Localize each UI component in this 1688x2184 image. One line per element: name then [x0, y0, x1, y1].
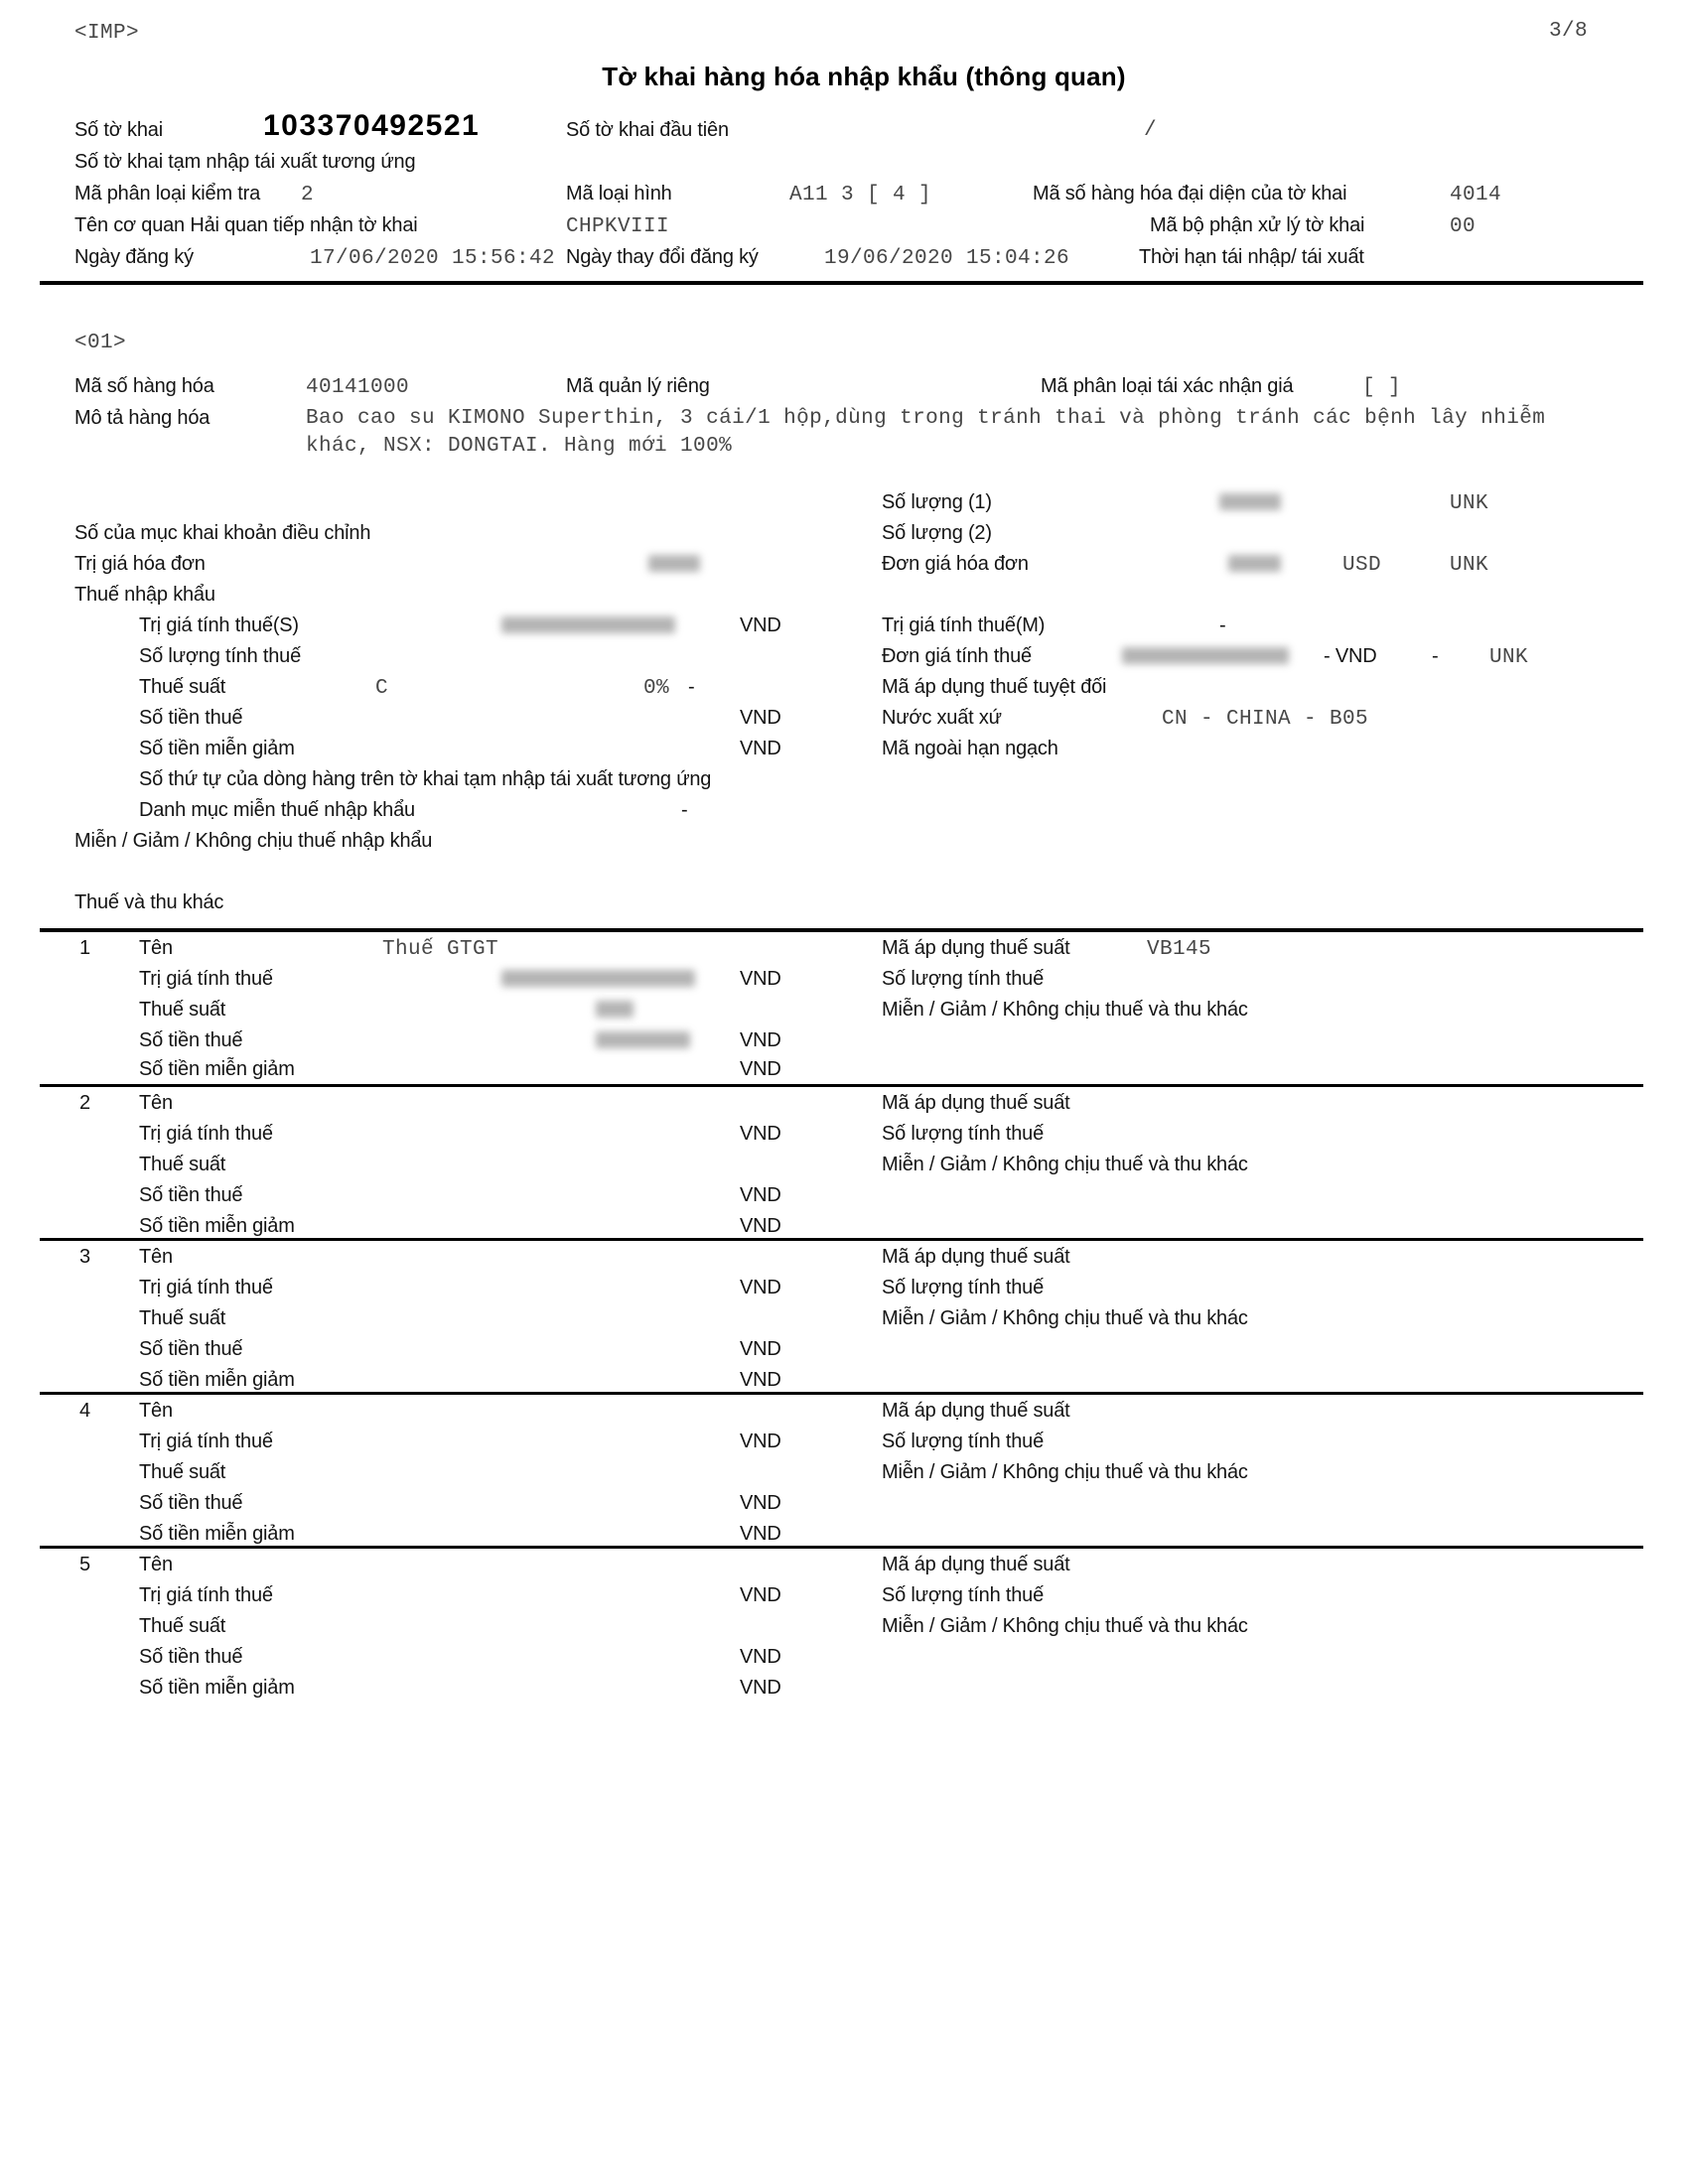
thoi-han-label: Thời hạn tái nhập/ tái xuất	[1139, 246, 1364, 268]
thue-suat-dash: -	[688, 676, 695, 698]
tax-row-mien-giam-label: Miễn / Giảm / Không chịu thuế và thu khác	[882, 999, 1248, 1021]
ngay-dang-ky-value: 17/06/2020 15:56:42	[310, 247, 556, 270]
tax-row-so-tien-thue-label: Số tiền thuế	[139, 1492, 243, 1514]
so-tien-thue-unit: VND	[740, 707, 781, 729]
tax-row-vnd: VND	[740, 1431, 781, 1452]
tax-row-so-luong-label: Số lượng tính thuế	[882, 1431, 1045, 1452]
tax-row-vnd: VND	[740, 1123, 781, 1145]
ten-co-quan-label: Tên cơ quan Hải quan tiếp nhận tờ khai	[74, 214, 418, 236]
divider	[40, 1392, 1643, 1395]
so-luong-1-label: Số lượng (1)	[882, 491, 992, 513]
redacted-value	[596, 1031, 690, 1048]
tri-gia-tinh-thue-m-value: -	[1219, 614, 1226, 636]
page-number: 3/8	[1549, 20, 1589, 43]
so-luong-2-label: Số lượng (2)	[882, 522, 992, 544]
so-tien-mien-giam-label: Số tiền miễn giảm	[139, 738, 295, 759]
ten-co-quan-value: CHPKVIII	[566, 215, 670, 238]
tax-row-tri-gia-label: Trị giá tính thuế	[139, 1584, 273, 1606]
so-to-khai-tam-nhap-label: Số tờ khai tạm nhập tái xuất tương ứng	[74, 151, 416, 173]
danh-muc-mien-thue-label: Danh mục miễn thuế nhập khẩu	[139, 799, 415, 821]
tax-row-vnd: VND	[740, 1492, 781, 1514]
mo-ta-line2: khác, NSX: DONGTAI. Hàng mới 100%	[306, 435, 733, 458]
tax-row-ten-label: Tên	[139, 937, 173, 959]
ma-phan-loai-tai-xac-nhan-value: [ ]	[1362, 376, 1402, 399]
redacted-value	[648, 555, 700, 572]
tax-section-title: Thuế và thu khác	[74, 891, 224, 913]
tax-row-vnd: VND	[740, 968, 781, 990]
redacted-value	[1228, 555, 1281, 572]
tax-row-tri-gia-label: Trị giá tính thuế	[139, 968, 273, 990]
don-gia-tinh-thue-label: Đơn giá tính thuế	[882, 645, 1032, 667]
ma-loai-hinh-label: Mã loại hình	[566, 183, 672, 205]
tax-row-so-tien-mien-giam-label: Số tiền miễn giảm	[139, 1523, 295, 1545]
tax-row-ten-value: Thuế GTGT	[382, 938, 499, 961]
nuoc-xuat-xu-value: CN - CHINA - B05	[1162, 708, 1369, 731]
tax-row-vnd: VND	[740, 1677, 781, 1699]
tax-row-ma-ap-dung-label: Mã áp dụng thuế suất	[882, 1246, 1070, 1268]
tri-gia-hoa-don-label: Trị giá hóa đơn	[74, 553, 206, 575]
ngay-dang-ky-label: Ngày đăng ký	[74, 246, 194, 268]
tax-row-so-tien-mien-giam-label: Số tiền miễn giảm	[139, 1215, 295, 1237]
ngay-thay-doi-label: Ngày thay đổi đăng ký	[566, 246, 759, 268]
tax-row-vnd: VND	[740, 1369, 781, 1391]
ma-so-dai-dien-value: 4014	[1450, 184, 1502, 206]
don-gia-hoa-don-unit: UNK	[1450, 554, 1489, 577]
tax-row-thue-suat-label: Thuế suất	[139, 1615, 226, 1637]
tax-row-mien-giam-label: Miễn / Giảm / Không chịu thuế và thu khác	[882, 1461, 1248, 1483]
tax-row-vnd: VND	[740, 1584, 781, 1606]
ma-phan-loai-kiem-tra-value: 2	[301, 184, 315, 206]
tax-row-tri-gia-label: Trị giá tính thuế	[139, 1277, 273, 1298]
redacted-value	[501, 970, 695, 987]
ma-phan-loai-tai-xac-nhan-label: Mã phân loại tái xác nhận giá	[1041, 375, 1294, 397]
document-title: Tờ khai hàng hóa nhập khẩu (thông quan)	[602, 62, 1126, 91]
tax-row-mien-giam-label: Miễn / Giảm / Không chịu thuế và thu khác	[882, 1307, 1248, 1329]
divider	[40, 1238, 1643, 1241]
divider	[40, 1546, 1643, 1549]
so-cua-muc-khai-label: Số của mục khai khoản điều chỉnh	[74, 522, 371, 544]
tax-row-vnd: VND	[740, 1338, 781, 1360]
nuoc-xuat-xu-label: Nước xuất xứ	[882, 707, 1002, 729]
so-tien-thue-label: Số tiền thuế	[139, 707, 243, 729]
tax-row-thue-suat-label: Thuế suất	[139, 1461, 226, 1483]
tax-row-vnd: VND	[740, 1277, 781, 1298]
ma-ngoai-han-ngach-label: Mã ngoài hạn ngạch	[882, 738, 1058, 759]
so-thu-tu-label: Số thứ tự của dòng hàng trên tờ khai tạm nhập tái xuất tương ứng	[139, 768, 712, 790]
ma-ap-dung-tuyet-doi-label: Mã áp dụng thuế tuyệt đối	[882, 676, 1107, 698]
don-gia-tinh-thue-unit: UNK	[1489, 646, 1529, 669]
tax-row-ten-label: Tên	[139, 1246, 173, 1268]
tax-row-ten-label: Tên	[139, 1400, 173, 1422]
so-to-khai-label: Số tờ khai	[74, 119, 163, 141]
don-gia-tinh-thue-suffix: - VND	[1324, 645, 1377, 667]
tax-row-so-tien-thue-label: Số tiền thuế	[139, 1646, 243, 1668]
ma-bo-phan-value: 00	[1450, 215, 1477, 238]
tax-row-so-tien-thue-label: Số tiền thuế	[139, 1338, 243, 1360]
mo-ta-line1: Bao cao su KIMONO Superthin, 3 cái/1 hộp,dùng trong tránh thai và phòng tránh các bệnh lây nhiễm	[306, 407, 1546, 430]
tax-row-mien-giam-label: Miễn / Giảm / Không chịu thuế và thu khác	[882, 1615, 1248, 1637]
tax-row-thue-suat-label: Thuế suất	[139, 1307, 226, 1329]
redacted-value	[1122, 647, 1289, 664]
imp-marker: <IMP>	[74, 22, 140, 45]
tax-row-no: 3	[79, 1246, 90, 1268]
ma-phan-loai-kiem-tra-label: Mã phân loại kiểm tra	[74, 183, 261, 205]
tax-row-thue-suat-label: Thuế suất	[139, 999, 226, 1021]
thue-suat-label: Thuế suất	[139, 676, 226, 698]
tax-row-ma-ap-dung-label: Mã áp dụng thuế suất	[882, 1554, 1070, 1575]
divider	[40, 281, 1643, 285]
tax-row-thue-suat-label: Thuế suất	[139, 1154, 226, 1175]
don-gia-hoa-don-currency: USD	[1342, 554, 1382, 577]
tax-row-so-luong-label: Số lượng tính thuế	[882, 1277, 1045, 1298]
so-luong-tinh-thue-label: Số lượng tính thuế	[139, 645, 302, 667]
tax-row-vnd: VND	[740, 1215, 781, 1237]
tax-row-tri-gia-label: Trị giá tính thuế	[139, 1431, 273, 1452]
tax-row-ten-label: Tên	[139, 1554, 173, 1575]
tax-row-tri-gia-label: Trị giá tính thuế	[139, 1123, 273, 1145]
so-to-khai-value: 103370492521	[263, 109, 481, 142]
danh-muc-mien-thue-value: -	[681, 799, 688, 821]
item-marker: <01>	[74, 332, 127, 354]
tri-gia-tinh-thue-m-label: Trị giá tính thuế(M)	[882, 614, 1046, 636]
tax-row-so-luong-label: Số lượng tính thuế	[882, 1123, 1045, 1145]
tax-row-so-tien-mien-giam-label: Số tiền miễn giảm	[139, 1677, 295, 1699]
tax-row-vnd: VND	[740, 1646, 781, 1668]
mo-ta-label: Mô tả hàng hóa	[74, 407, 211, 429]
tax-row-so-tien-thue-label: Số tiền thuế	[139, 1184, 243, 1206]
tax-row-no: 4	[79, 1400, 90, 1422]
tax-row-so-tien-thue-label: Số tiền thuế	[139, 1029, 243, 1051]
tax-row-vnd: VND	[740, 1029, 781, 1051]
ma-quan-ly-rieng-label: Mã quản lý riêng	[566, 375, 710, 397]
so-to-khai-dau-tien-label: Số tờ khai đầu tiên	[566, 119, 729, 141]
so-to-khai-dau-tien-value: /	[1144, 119, 1158, 142]
redacted-value	[1219, 493, 1281, 510]
tax-row-no: 2	[79, 1092, 90, 1114]
ma-bo-phan-label: Mã bộ phận xử lý tờ khai	[1150, 214, 1365, 236]
tax-row-mien-giam-label: Miễn / Giảm / Không chịu thuế và thu khác	[882, 1154, 1248, 1175]
tax-row-vnd: VND	[740, 1058, 781, 1080]
redacted-value	[596, 1001, 633, 1018]
ngay-thay-doi-value: 19/06/2020 15:04:26	[824, 247, 1070, 270]
tax-row-no: 5	[79, 1554, 90, 1575]
mien-giam-khong-chiu-label: Miễn / Giảm / Không chịu thuế nhập khẩu	[74, 830, 433, 852]
tri-gia-tinh-thue-s-unit: VND	[740, 614, 781, 636]
don-gia-hoa-don-label: Đơn giá hóa đơn	[882, 553, 1029, 575]
tax-row-no: 1	[79, 937, 90, 959]
ma-so-hang-hoa-label: Mã số hàng hóa	[74, 375, 214, 397]
thue-suat-code: C	[375, 677, 389, 700]
so-luong-1-unit: UNK	[1450, 492, 1489, 515]
redacted-value	[501, 616, 675, 633]
tax-row-so-luong-label: Số lượng tính thuế	[882, 968, 1045, 990]
tax-row-so-tien-mien-giam-label: Số tiền miễn giảm	[139, 1369, 295, 1391]
tax-row-ma-ap-dung-label: Mã áp dụng thuế suất	[882, 1092, 1070, 1114]
tax-row-ten-label: Tên	[139, 1092, 173, 1114]
ma-so-hang-hoa-value: 40141000	[306, 376, 410, 399]
thue-suat-value: 0%	[643, 677, 670, 700]
so-tien-mien-giam-unit: VND	[740, 738, 781, 759]
tax-row-ma-ap-dung-value: VB145	[1147, 938, 1212, 961]
ma-loai-hinh-value: A11 3 [ 4 ]	[789, 184, 932, 206]
thue-nhap-khau-label: Thuế nhập khẩu	[74, 584, 215, 606]
divider	[40, 928, 1643, 932]
ma-so-dai-dien-label: Mã số hàng hóa đại diện của tờ khai	[1033, 183, 1347, 205]
tax-row-so-tien-mien-giam-label: Số tiền miễn giảm	[139, 1058, 295, 1080]
tax-row-vnd: VND	[740, 1523, 781, 1545]
tax-row-so-luong-label: Số lượng tính thuế	[882, 1584, 1045, 1606]
divider	[40, 1084, 1643, 1087]
tax-row-ma-ap-dung-label: Mã áp dụng thuế suất	[882, 1400, 1070, 1422]
don-gia-tinh-thue-dash: -	[1432, 645, 1439, 667]
tri-gia-tinh-thue-s-label: Trị giá tính thuế(S)	[139, 614, 299, 636]
tax-row-vnd: VND	[740, 1184, 781, 1206]
tax-row-ma-ap-dung-label: Mã áp dụng thuế suất	[882, 937, 1070, 959]
